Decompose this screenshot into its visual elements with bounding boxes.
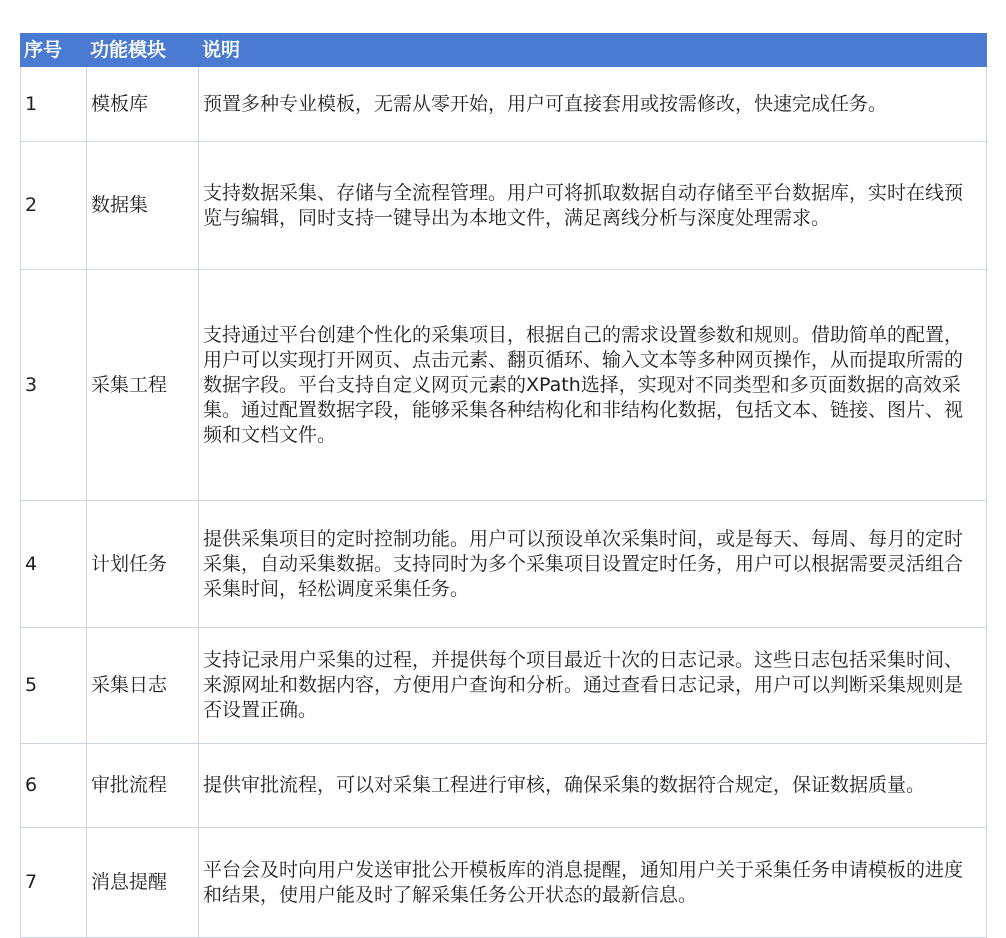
row-number: 5 (21, 628, 87, 744)
row-description: 提供采集项目的定时控制功能。用户可以预设单次采集时间，或是每天、每周、每月的定时采集，自动采集数据。支持同时为多个采集项目设置定时任务，用户可以根据需要灵活组合采集时间，轻松调度采集任务。 (199, 501, 987, 628)
row-number: 3 (21, 270, 87, 501)
header-number: 序号 (21, 34, 87, 67)
row-number: 4 (21, 501, 87, 628)
table-row (21, 744, 987, 828)
row-module: 采集工程 (87, 270, 199, 501)
row-number: 1 (21, 67, 87, 142)
header-description: 说明 (199, 34, 987, 67)
row-module: 审批流程 (87, 744, 199, 828)
row-module: 计划任务 (87, 501, 199, 628)
row-description: 提供审批流程，可以对采集工程进行审核，确保采集的数据符合规定，保证数据质量。 (199, 744, 987, 828)
table-row (21, 628, 987, 744)
header-module: 功能模块 (87, 34, 199, 67)
row-description: 支持通过平台创建个性化的采集项目，根据自己的需求设置参数和规则。借助简单的配置，用户可以实现打开网页、点击元素、翻页循环、输入文本等多种网页操作，从而提取所需的数据字段。平台支持自定义网页元素的XPath选择，实现对不同类型和多页面数据的高效采集。通过配置数据字段，能够采集各种结构化和非结构化数据，包括文本、链接、图片、视频和文档文件。 (199, 270, 987, 501)
row-number: 6 (21, 744, 87, 828)
table-row (21, 270, 987, 501)
table-header-row (21, 34, 987, 67)
row-module: 数据集 (87, 142, 199, 270)
feature-table (20, 33, 987, 938)
table-row (21, 67, 987, 142)
row-description: 支持数据采集、存储与全流程管理。用户可将抓取数据自动存储至平台数据库，实时在线预览与编辑，同时支持一键导出为本地文件，满足离线分析与深度处理需求。 (199, 142, 987, 270)
row-number: 7 (21, 828, 87, 938)
table-row (21, 142, 987, 270)
row-module: 采集日志 (87, 628, 199, 744)
row-description: 预置多种专业模板，无需从零开始，用户可直接套用或按需修改，快速完成任务。 (199, 67, 987, 142)
row-number: 2 (21, 142, 87, 270)
table-row (21, 828, 987, 938)
row-module: 消息提醒 (87, 828, 199, 938)
row-module: 模板库 (87, 67, 199, 142)
row-description: 支持记录用户采集的过程，并提供每个项目最近十次的日志记录。这些日志包括采集时间、来源网址和数据内容，方便用户查询和分析。通过查看日志记录，用户可以判断采集规则是否设置正确。 (199, 628, 987, 744)
row-description: 平台会及时向用户发送审批公开模板库的消息提醒，通知用户关于采集任务申请模板的进度和结果，使用户能及时了解采集任务公开状态的最新信息。 (199, 828, 987, 938)
table-row (21, 501, 987, 628)
